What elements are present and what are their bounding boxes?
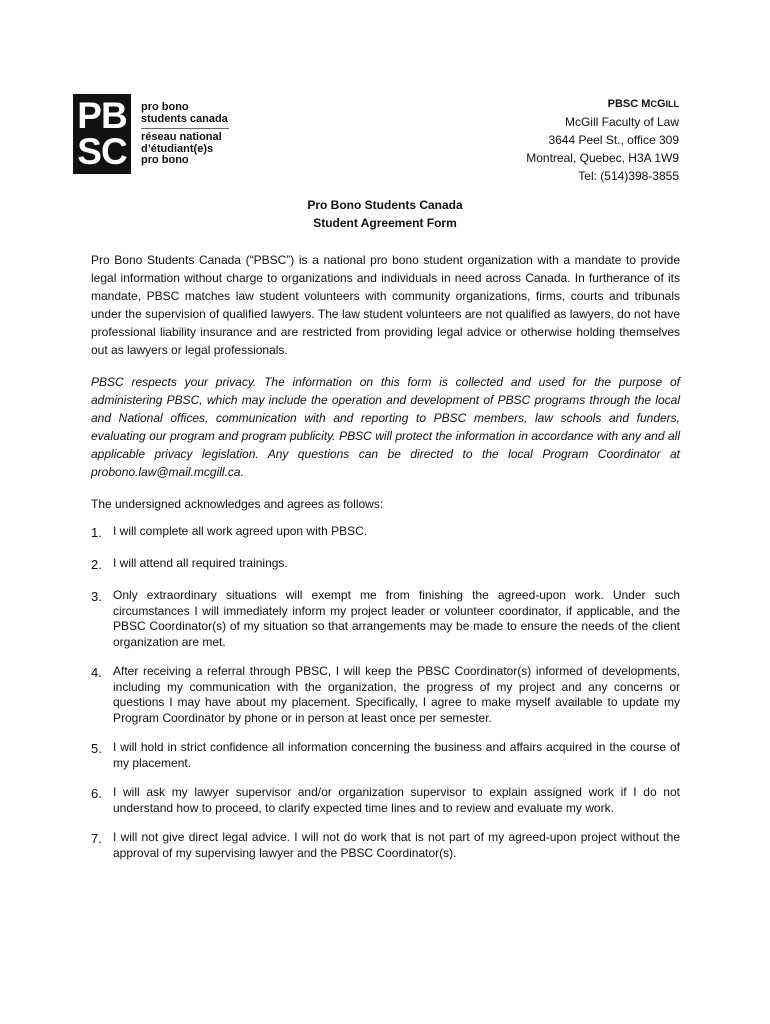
item-text: I will complete all work agreed upon with PBSC. [113, 524, 368, 538]
intro-paragraph: Pro Bono Students Canada (“PBSC”) is a national pro bono student organization with a mandate to provide legal information without charge to organizations and individuals in need across Canada. In furtherance of its mandate, PBSC matches law student volunteers with community organizations, firms, courts and tribunals under the supervision of qualified lawyers. The law student volunteers are not qualified as lawyers, do not have professional liability insurance and are restricted from providing legal advice or otherwise holding themselves out as lawyers or legal professionals. [91, 253, 680, 357]
acknowledgement-line: The undersigned acknowledges and agrees as follows: [91, 497, 384, 511]
logo-fr-line1: réseau national [141, 131, 222, 143]
address-line3: Montreal, Quebec, H3A 1W9 [526, 151, 679, 165]
item-number: 3. [91, 589, 102, 604]
logo-mark-line2: SC [77, 131, 127, 172]
address-line2: 3644 Peel St., office 309 [548, 133, 679, 147]
item-text: I will attend all required trainings. [113, 556, 288, 570]
item-text: I will hold in strict confidence all information concerning the business and affairs acquired in the course of my placement. [113, 740, 680, 770]
org-prefix: PBSC M [607, 98, 651, 110]
list-item [91, 830, 680, 861]
logo-fr-line3: pro bono [141, 154, 189, 166]
address-block [526, 95, 679, 185]
list-item [91, 785, 680, 816]
form-title: Pro Bono Students Canada [307, 198, 463, 212]
list-item [91, 556, 680, 574]
item-text: I will not give direct legal advice. I will not do work that is not part of my agreed-upon project without the approval of my supervising lawyer and the PBSC Coordinator(s). [113, 830, 680, 860]
item-text: After receiving a referral through PBSC, I will keep the PBSC Coordinator(s) informed of developments, including my communication with the organization, the progress of my project and any concerns or questions I may have about my placement. Specifically, I agree to make myself available to update my Program Coordinator by phone or in person at least once per semester. [113, 664, 680, 725]
item-text: Only extraordinary situations will exempt me from finishing the agreed-upon work. Under such circumstances I will immediately inform my project leader or volunteer coordinator, if applicable, and the PBSC Coordinator(s) of my situation so that arrangements may be made to ensure the needs of the client organization are met. [113, 588, 680, 649]
org-small1: C [650, 99, 657, 109]
logo-mark-line1: PB [77, 95, 127, 136]
logo-wordmark [141, 102, 229, 167]
list-item [91, 664, 680, 726]
logo-en-line1: pro bono [141, 101, 189, 113]
list-item [91, 740, 680, 771]
item-number: 7. [91, 831, 102, 846]
privacy-paragraph: PBSC respects your privacy. The information on this form is collected and used for the purpose of administering PBSC, which may include the operation and development of PBSC programs through the local and National offices, communication with and reporting to PBSC members, law schools and funders, evaluating our program and program publicity. PBSC will protect the information in accordance with any and all applicable privacy legislation. Any questions can be directed to the local Program Coordinator at probono.law@mail.mcgill.ca. [91, 375, 680, 479]
list-item [91, 524, 680, 542]
logo-en-line2: students canada [141, 112, 228, 125]
org-name [526, 95, 679, 113]
item-number: 1. [91, 525, 102, 540]
item-number: 2. [91, 557, 102, 572]
list-item [91, 588, 680, 650]
logo-divider [141, 128, 229, 129]
item-number: 4. [91, 665, 102, 680]
item-text: I will ask my lawyer supervisor and/or organization supervisor to explain assigned work if I do not understand how to proceed, to clarify expected time lines and to review and evaluate my work. [113, 785, 680, 815]
org-small2: ILL [665, 99, 679, 109]
form-titles [0, 196, 770, 232]
address-line1: McGill Faculty of Law [564, 115, 679, 129]
address-phone: Tel: (514)398-3855 [578, 169, 679, 183]
pbsc-logo [73, 94, 229, 174]
item-number: 5. [91, 741, 102, 756]
pbsc-logo-mark [73, 94, 131, 174]
logo-fr-line2: d’étudiant(e)s [141, 142, 214, 155]
form-body [91, 251, 680, 875]
org-mid: G [656, 98, 666, 110]
item-number: 6. [91, 786, 102, 801]
form-subtitle: Student Agreement Form [313, 216, 457, 230]
agreement-list [91, 524, 680, 861]
